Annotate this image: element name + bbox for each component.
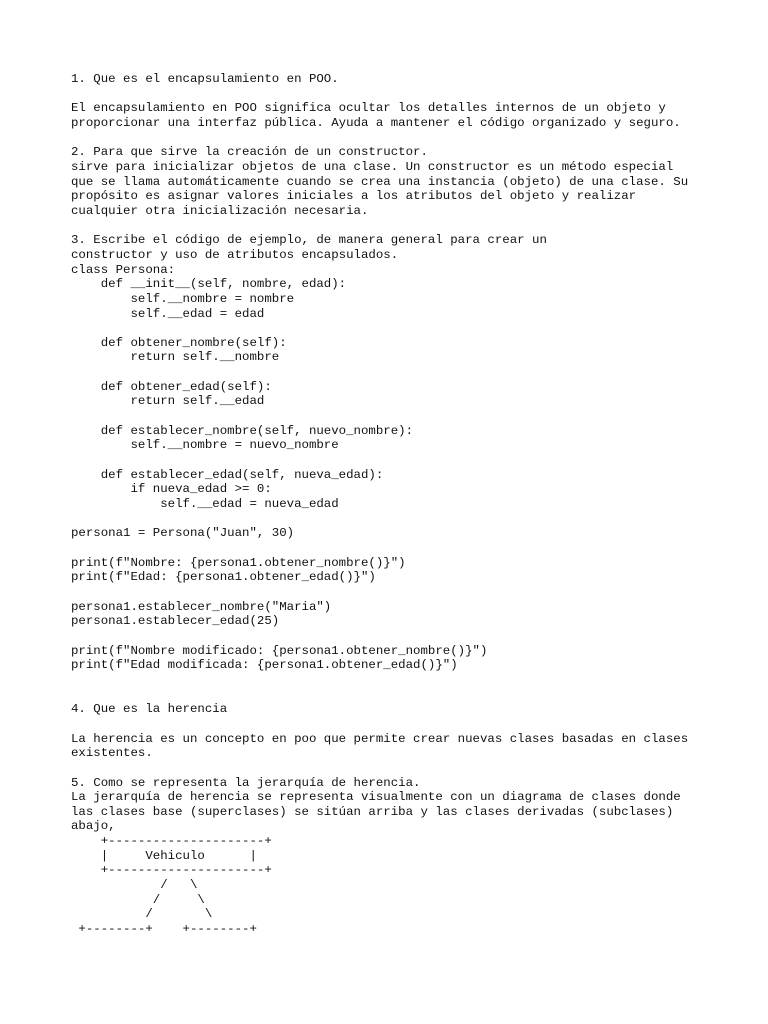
document-body-text: 1. Que es el encapsulamiento en POO. El encapsulamiento en POO significa ocultar los detalles internos de un objeto y proporcionar una interfaz pública. Ayuda a mantener el código organizado y seguro. 2. Para que sirve la creación de un constructor. sirve para inicializar objetos de una clase. Un constructor es un método especial que se llama automáticamente cuando se crea una instancia (objeto) de una clase. Su propósito es asignar valores iniciales a los atributos del objeto y realizar cualquier otra inicialización necesaria. 3. Escribe el código de ejemplo, de manera general para crear un constructor y uso de atributos encapsulados. class Persona: def __init__(self, nombre, edad): self.__nombre = nombre self.__edad = edad def obtener_nombre(self): return self.__nombre def obtener_edad(self): return self.__edad def establecer_nombre(self, nuevo_nombre): self.__nombre = nuevo_nombre def establecer_edad(self, nueva_edad): if nueva_edad >= 0: self.__edad = nueva_edad persona1 = Persona("Juan", 30) print(f"Nombre: {persona1.obtener_nombre()}") print(f"Edad: {persona1.obtener_edad()}") persona1.establecer_nombre("Maria") persona1.establecer_edad(25) print(f"Nombre modificado: {persona1.obtener_nombre()}") print(f"Edad modificada: {persona1.obtener_edad()}") 4. Que es la herencia La herencia es un concepto en poo que permite crear nuevas clases basadas en clases existentes. 5. Como se representa la jerarquía de herencia. La jerarquía de herencia se representa visualmente con un diagrama de clases donde las clases base (superclases) se sitúan arriba y las clases derivadas (subclases) abajo, +---------------------+ | Vehiculo | +---------------------+ / \ / \ / \ +--------+ +--------+ [71,72,689,937]
document-page [71,72,751,937]
